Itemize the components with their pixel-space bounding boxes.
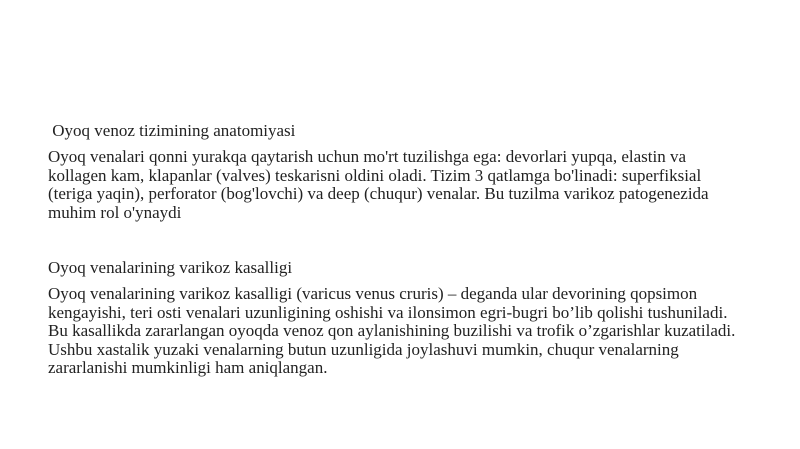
varicose-paragraph: Oyoq venalarining varikoz kasalligi (varicus venus cruris) – deganda ular devorining qopsimon kengayishi, teri osti venalari uzunligining oshishi va ilonsimon egri-bugri bo’lib qolishi tushuniladi. Bu kasallikda zararlangan oyoqda venoz qon aylanishining buzilishi va trofik o’zgarishlar kuzatiladi. Ushbu xastalik yuzaki venalarning butun uzunligida joylashuvi mumkin, chuqur venalarning zararlanishi mumkinligi ham aniqlangan. [48,284,736,377]
anatomy-heading: Oyoq venoz tizimining anatomiyasi [48,121,296,140]
anatomy-paragraph: Oyoq venalari qonni yurakqa qaytarish uchun mo'rt tuzilishga ega: devorlari yupqa, elastin va kollagen kam, klapanlar (valves) teskarisni oldini oladi. Tizim 3 qatlamga bo'linadi: superfiksial (teriga yaqin), perforator (bog'lovchi) va deep (chuqur) venalar. Bu tuzilma varikoz patogenezida muhim rol o'ynaydi [48,147,709,222]
anatomy-section [48,121,738,222]
varicose-heading: Oyoq venalarining varikoz kasalligi [48,258,293,277]
varicose-section [48,258,738,378]
